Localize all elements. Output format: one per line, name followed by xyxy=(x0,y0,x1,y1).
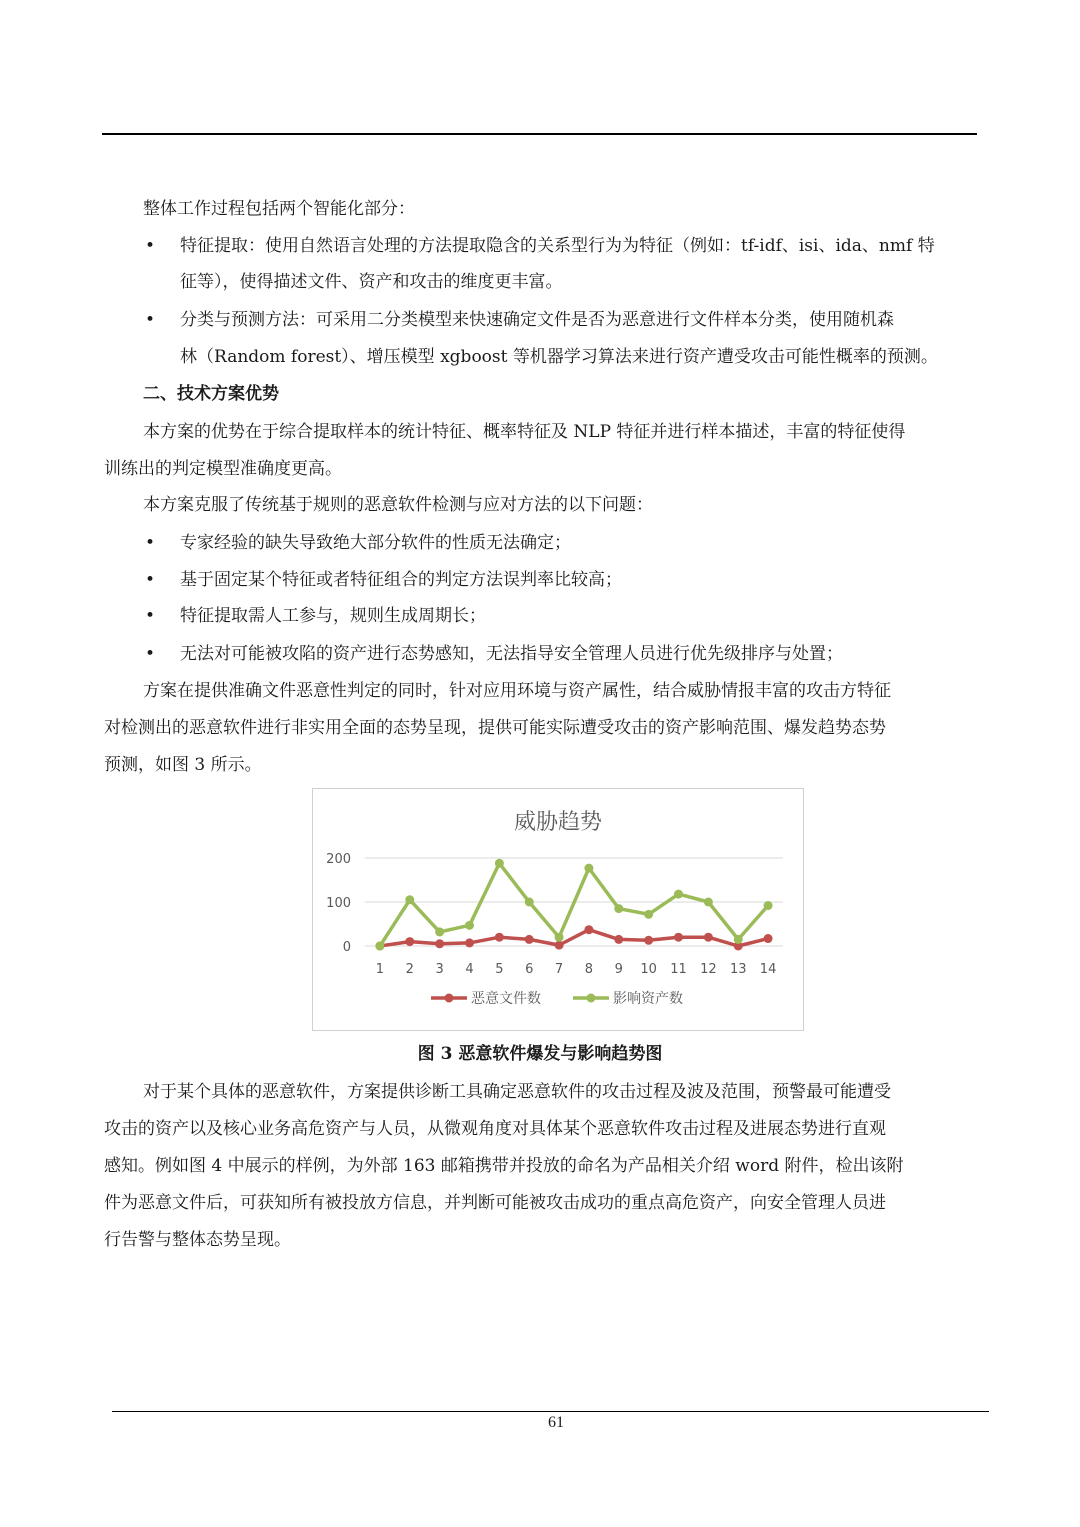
data-point xyxy=(465,921,474,930)
x-tick-label: 9 xyxy=(614,962,623,977)
x-tick-label: 3 xyxy=(435,962,444,977)
x-tick-label: 11 xyxy=(670,962,687,977)
data-point xyxy=(644,910,653,919)
para4-line5: 行告警与整体态势呈现。 xyxy=(104,1230,291,1250)
footer-rule xyxy=(112,1411,989,1412)
data-point xyxy=(525,898,534,907)
x-tick-label: 7 xyxy=(554,962,564,977)
x-tick-label: 10 xyxy=(640,962,657,977)
data-point xyxy=(584,864,593,873)
bullet-classification: 分类与预测方法：可采用二分类模型来快速确定文件是否为恶意进行文件样本分类，使用随机森 xyxy=(180,310,894,330)
para2-text: 本方案克服了传统基于规则的恶意软件检测与应对方法的以下问题： xyxy=(143,495,653,515)
bullet-marker: • xyxy=(145,644,156,664)
data-point xyxy=(555,933,564,942)
bullet-marker: • xyxy=(145,570,156,590)
data-point xyxy=(614,904,623,913)
para4-line4: 件为恶意文件后，可获知所有被投放方信息，并判断可能被攻击成功的重点高危资产，向安全管理人员进 xyxy=(104,1193,886,1213)
figure-caption: 图 3 恶意软件爆发与影响趋势图 xyxy=(417,1044,663,1064)
data-point xyxy=(435,939,444,948)
para3-line1: 方案在提供准确文件恶意性判定的同时，针对应用环境与资产属性，结合威胁情报丰富的攻击方特征 xyxy=(143,681,891,701)
data-point xyxy=(704,898,713,907)
x-tick-label: 8 xyxy=(584,962,594,977)
page-number: 61 xyxy=(548,1414,564,1431)
y-tick-label: 200 xyxy=(326,852,351,867)
y-tick-label: 0 xyxy=(342,940,351,955)
data-point xyxy=(495,933,504,942)
para4-line2: 攻击的资产以及核心业务高危资产与人员，从微观角度对具体某个恶意软件攻击过程及进展态势进行直观 xyxy=(104,1119,886,1139)
bullet-classification-cont: 林（Random forest）、增压模型 xgboost 等机器学习算法来进行资产遭受攻击可能性概率的预测。 xyxy=(180,347,938,367)
intro-text: 整体工作过程包括两个智能化部分： xyxy=(143,199,415,219)
data-point xyxy=(614,935,623,944)
chart-canvas xyxy=(313,789,803,1030)
data-point xyxy=(674,890,683,899)
problem-item: 特征提取需人工参与，规则生成周期长； xyxy=(180,606,486,626)
data-point xyxy=(405,937,414,946)
data-point xyxy=(764,934,773,943)
data-point xyxy=(375,942,384,951)
bullet-marker: • xyxy=(145,606,156,626)
bullet-feature-extraction-cont: 征等），使得描述文件、资产和攻击的维度更丰富。 xyxy=(180,272,563,292)
para4-line3: 感知。例如图 4 中展示的样例，为外部 163 邮箱携带并投放的命名为产品相关介绍 word 附件，检出该附 xyxy=(104,1156,904,1176)
para1-line2: 训练出的判定模型准确度更高。 xyxy=(104,459,342,479)
problem-item: 无法对可能被攻陷的资产进行态势感知，无法指导安全管理人员进行优先级排序与处置； xyxy=(180,644,843,664)
x-tick-label: 4 xyxy=(465,962,474,977)
data-point xyxy=(435,927,444,936)
legend-label-1: 恶意文件数 xyxy=(471,991,541,1007)
legend-marker-1 xyxy=(445,994,454,1003)
y-tick-label: 100 xyxy=(326,896,351,911)
threat-trend-chart xyxy=(312,788,804,1031)
data-point xyxy=(555,941,564,950)
data-point xyxy=(644,936,653,945)
para3-line3: 预测，如图 3 所示。 xyxy=(104,755,262,775)
data-point xyxy=(495,859,504,868)
x-tick-label: 12 xyxy=(700,962,717,977)
para3-line2: 对检测出的恶意软件进行非实用全面的态势呈现，提供可能实际遭受攻击的资产影响范围、爆发趋势态势 xyxy=(104,718,886,738)
data-point xyxy=(764,901,773,910)
section-heading: 二、技术方案优势 xyxy=(143,384,279,404)
bullet-feature-extraction: 特征提取：使用自然语言处理的方法提取隐含的关系型行为为特征（例如：tf-idf、isi、ida、nmf 特 xyxy=(180,236,935,256)
data-point xyxy=(465,938,474,947)
header-rule xyxy=(102,133,977,135)
x-tick-label: 1 xyxy=(375,962,385,977)
data-point xyxy=(674,933,683,942)
problem-item: 专家经验的缺失导致绝大部分软件的性质无法确定； xyxy=(180,533,571,553)
data-point xyxy=(584,925,593,934)
data-point xyxy=(525,935,534,944)
x-tick-label: 13 xyxy=(729,962,747,977)
bullet-marker: • xyxy=(145,236,156,256)
x-tick-label: 14 xyxy=(759,962,777,977)
x-tick-label: 2 xyxy=(405,962,414,977)
bullet-marker: • xyxy=(145,533,156,553)
legend-label-2: 影响资产数 xyxy=(613,991,683,1007)
chart-title: 威胁趋势 xyxy=(513,810,603,835)
data-point xyxy=(734,935,743,944)
problem-item: 基于固定某个特征或者特征组合的判定方法误判率比较高； xyxy=(180,570,622,590)
data-point xyxy=(704,933,713,942)
data-point xyxy=(405,895,414,904)
x-tick-label: 6 xyxy=(525,962,534,977)
bullet-marker: • xyxy=(145,310,156,330)
legend-marker-2 xyxy=(587,994,596,1003)
para4-line1: 对于某个具体的恶意软件，方案提供诊断工具确定恶意软件的攻击过程及波及范围，预警最可能遭受 xyxy=(143,1082,891,1102)
para1-line1: 本方案的优势在于综合提取样本的统计特征、概率特征及 NLP 特征并进行样本描述，丰富的特征使得 xyxy=(143,422,906,442)
x-tick-label: 5 xyxy=(495,962,504,977)
